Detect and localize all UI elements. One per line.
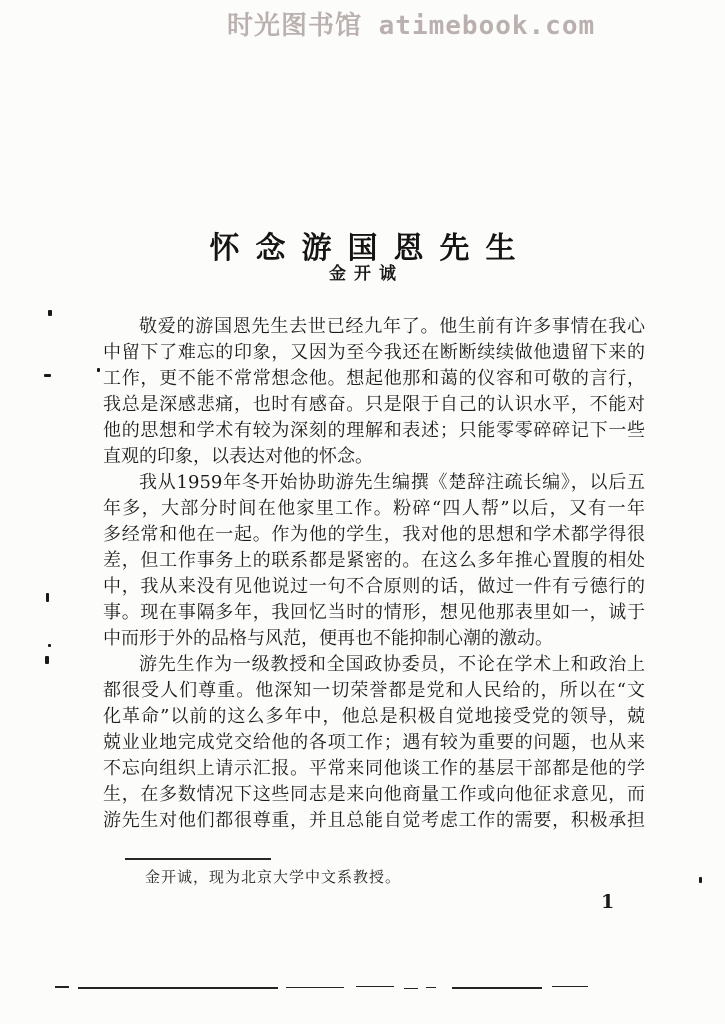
scan-speck (97, 368, 100, 372)
body-line: 事。现在事隔多年，我回忆当时的情形，想见他那表里如一，诚于 (103, 602, 645, 623)
body-line: 中，我从来没有见他说过一句不合原则的话，做过一件有亏德行的 (103, 576, 645, 597)
page-edge-line (404, 988, 418, 989)
body-line: 敬爱的游国恩先生去世已经九年了。他生前有许多事情在我心 (139, 316, 645, 337)
scan-speck (48, 310, 52, 316)
article-title: 怀念游国恩先生 (209, 231, 532, 267)
page-edge-line (286, 987, 344, 988)
page-edge-line (552, 986, 588, 987)
body-line: 工作，更不能不常常想念他。想起他那和蔼的仪容和可敬的言行， (103, 368, 645, 389)
scan-speck (699, 877, 702, 883)
page-edge-line (452, 987, 542, 989)
scan-speck (45, 656, 49, 664)
body-line: 年多，大部分时间在他家里工作。粉碎“四人帮”以后，又有一年 (103, 498, 645, 519)
page-edge-line (78, 987, 278, 989)
body-line: 化革命”以前的这么多年中，他总是积极自觉地接受党的领导，兢 (103, 706, 645, 727)
article-author: 金开诚 (329, 264, 404, 284)
scan-speck (44, 374, 51, 377)
body-line: 生，在多数情况下这些同志是来向他商量工作或向他征求意见，而 (103, 784, 645, 805)
body-line: 不忘向组织上请示汇报。平常来同他谈工作的基层干部都是他的学 (103, 758, 645, 779)
page-edge-line (356, 986, 394, 987)
page-number: 1 (601, 891, 615, 913)
page-edge-line (55, 986, 69, 988)
body-line: 我从1959年冬开始协助游先生编撰《楚辞注疏长编》，以后五 (139, 472, 645, 493)
body-line: 中留下了难忘的印象，又因为至今我还在断断续续做他遗留下来的 (103, 342, 645, 363)
scan-speck (46, 593, 49, 602)
body-line: 中而形于外的品格与风范，便再也不能抑制心潮的激动。 (103, 628, 553, 649)
body-line: 游先生对他们都很尊重，并且总能自觉考虑工作的需要，积极承担 (103, 810, 645, 831)
footnote-divider (125, 858, 271, 860)
body-line: 兢业业地完成党交给他的各项工作；遇有较为重要的问题，也从来 (103, 732, 645, 753)
body-line: 我总是深感悲痛，也时有感奋。只是限于自己的认识水平，不能对 (103, 394, 645, 415)
body-line: 差，但工作事务上的联系都是紧密的。在这么多年推心置腹的相处 (103, 550, 645, 571)
scan-speck (48, 644, 51, 647)
body-line: 游先生作为一级教授和全国政协委员，不论在学术上和政治上 (139, 654, 645, 675)
site-watermark: 时光图书馆 atimebook.com (227, 11, 596, 41)
article-body (103, 314, 645, 834)
body-line: 他的思想和学术有较为深刻的理解和表述；只能零零碎碎记下一些 (103, 420, 645, 441)
footnote-text: 金开诚，现为北京大学中文系教授。 (145, 868, 402, 886)
body-line: 多经常和他在一起。作为他的学生，我对他的思想和学术都学得很 (103, 524, 645, 545)
body-line: 都很受人们尊重。他深知一切荣誉都是党和人民给的，所以在“文 (103, 680, 645, 701)
body-line: 直观的印象，以表达对他的怀念。 (103, 446, 373, 467)
page-edge-line (426, 987, 436, 988)
